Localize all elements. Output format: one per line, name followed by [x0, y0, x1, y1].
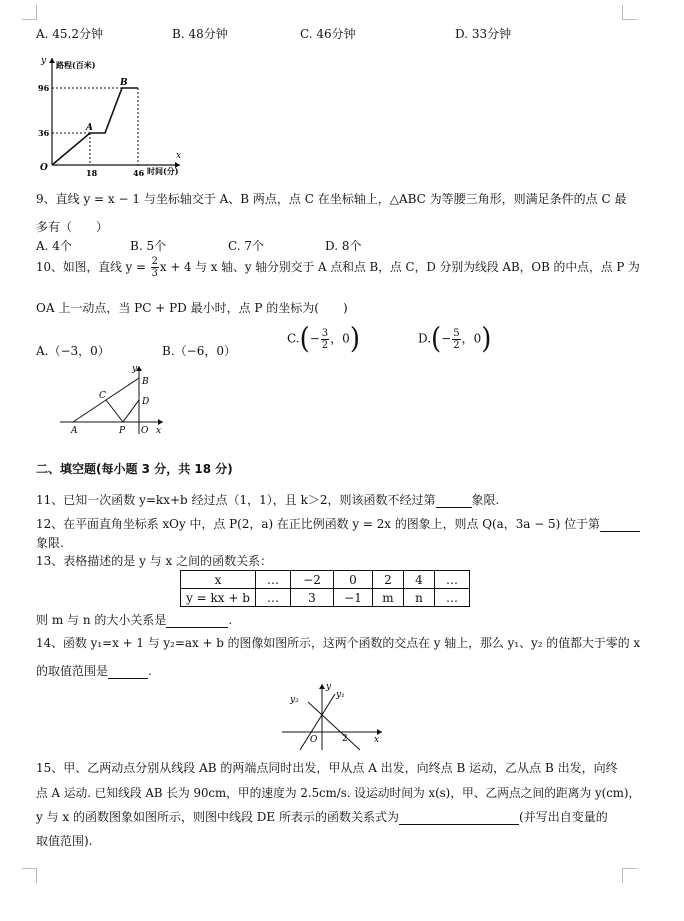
q10-text-pre: 10、如图，直线 y = — [36, 260, 150, 274]
q10-option-c-tail: ，0 — [330, 331, 350, 346]
q10-option-a: A.（−3，0） — [36, 344, 110, 358]
corner-mark-bottom-left — [22, 868, 37, 883]
q10-line2: OA 上一动点，当 PC + PD 最小时，点 P 的坐标为( ) — [36, 301, 348, 315]
graph2-a: A — [71, 426, 78, 436]
graph2-c: C — [99, 391, 106, 401]
table-cell: −2 — [291, 571, 334, 589]
q10-option-d-num: 5 — [453, 327, 460, 339]
graph1-xtick-46: 46 — [133, 168, 145, 178]
graph3-y-arrow — [319, 684, 325, 689]
table-cell: … — [435, 571, 470, 589]
q15-line4: 取值范围). — [36, 834, 93, 848]
q10-option-c: C.(− $\frac{3}{2}$ ，0) — [287, 322, 360, 356]
graph2-o: O — [141, 426, 149, 436]
q10-frac-den: 3 — [151, 268, 158, 279]
q9-option-d: D. 8个 — [325, 239, 362, 253]
q9-option-a: A. 4个 — [36, 239, 72, 253]
corner-mark-bottom-right — [622, 868, 637, 883]
graph2-segment-pd — [123, 400, 139, 422]
q14-line2-wrap: 的取值范围是 . — [36, 664, 152, 678]
q8-option-d: D. 33分钟 — [455, 27, 512, 41]
graph1-path — [52, 88, 138, 165]
distance-time-graph — [30, 50, 200, 180]
q10-slope-fraction — [151, 256, 159, 279]
graph1-y-label: 路程(百米) — [56, 60, 96, 70]
q12-text: 12、在平面直角坐标系 xOy 中，点 P(2，a) 在正比例函数 y = 2x 的图象上，则点 Q(a，3a − 5) 位于第 — [36, 517, 600, 531]
q15-blank[interactable] — [399, 812, 519, 825]
table-cell: 2 — [373, 571, 404, 589]
graph3-y2: y₂ — [290, 695, 299, 705]
graph1-y-arrow — [49, 58, 55, 63]
q14-line1: 14、函数 y₁=x + 1 与 y₂=ax + b 的图像如图所示，这两个函数的交点在 y 轴上，那么 y₁、y₂ 的值都大于零的 x — [36, 636, 641, 650]
q9-line1: 9、直线 y = x − 1 与坐标轴交于 A、B 两点，点 C 在坐标轴上，△ABC 为等腰三角形，则满足条件的点 C 最 — [36, 192, 627, 206]
q11-tail: 象限. — [471, 493, 500, 507]
q9-line2: 多有（ ） — [36, 220, 109, 234]
q12-line2: 象限. — [36, 536, 64, 550]
graph1-ytick-96: 96 — [38, 83, 50, 93]
line-triangle-figure — [55, 362, 170, 437]
graph1-origin: O — [40, 163, 48, 173]
table-cell: n — [404, 589, 435, 607]
corner-mark-top-left — [22, 5, 37, 20]
graph1-x-letter: x — [176, 151, 182, 161]
q10-option-b: B.（−6，0） — [162, 344, 236, 358]
graph3-y: y — [326, 682, 332, 692]
q13-after: 则 m 与 n 的大小关系是 . — [36, 613, 233, 627]
q8-option-b: B. 48分钟 — [172, 27, 228, 41]
graph1-point-b: B — [120, 78, 128, 88]
table-row — [181, 589, 470, 607]
table-row — [181, 571, 470, 589]
q9-option-c: C. 7个 — [228, 239, 265, 253]
q10-option-d-tail: ，0 — [461, 331, 482, 346]
q15-line3-text: y 与 x 的函数图象如图所示，则图中线段 DE 所表示的函数关系式为 — [36, 810, 400, 824]
q14-blank[interactable] — [108, 666, 148, 679]
q13-blank[interactable] — [166, 615, 228, 628]
table-cell: … — [256, 589, 291, 607]
q10-option-d: D.(− $\frac{5}{2}$ ，0) — [418, 322, 492, 356]
q10-option-c-sign: − — [309, 331, 320, 346]
graph3-y1: y₁ — [336, 690, 345, 700]
q10-frac-num: 2 — [151, 256, 158, 267]
graph1-ytick-36: 36 — [38, 128, 50, 138]
q13-function-table — [180, 570, 470, 607]
q15-line1: 15、甲、乙两动点分别从线段 AB 的两端点同时出发，甲从点 A 出发，向终点 B 运动，乙从点 B 出发，向终 — [36, 761, 618, 775]
q10-line1 — [36, 256, 640, 279]
q10-option-d-label: D. — [418, 331, 432, 346]
q13-text: 13、表格描述的是 y 与 x 之间的函数关系： — [36, 554, 273, 568]
graph3-x: x — [374, 735, 380, 745]
graph3-o: O — [310, 735, 318, 745]
graph1-x-label: 时间(分) — [147, 166, 179, 176]
graph2-segment-cp — [106, 400, 123, 422]
q10-option-c-fraction — [321, 328, 329, 351]
table-cell: 3 — [291, 589, 334, 607]
q12-blank[interactable] — [600, 519, 640, 532]
corner-mark-top-right — [622, 5, 637, 20]
two-lines-graph — [280, 680, 390, 752]
q11 — [36, 491, 499, 508]
q15-line2: 点 A 运动. 已知线段 AB 长为 90cm，甲的速度为 2.5cm/s. 设运动时间为 x(s)，甲、乙两点之间的距离为 y(cm)， — [36, 786, 641, 800]
table-cell: x — [181, 571, 256, 589]
graph2-p: P — [119, 426, 126, 436]
q15-line3 — [36, 808, 608, 825]
section2-title: 二、填空题(每小题 3 分，共 18 分) — [36, 462, 233, 476]
q13-after-text: 则 m 与 n 的大小关系是 — [36, 613, 167, 627]
table-cell: 0 — [334, 571, 373, 589]
q11-blank[interactable] — [436, 495, 472, 508]
q9-option-b: B. 5个 — [130, 239, 167, 253]
graph2-d: D — [142, 397, 150, 407]
graph1-y-letter: y — [41, 56, 47, 66]
q10-option-d-sign: − — [441, 331, 452, 346]
q10-text-post: x + 4 与 x 轴、y 轴分别交于 A 点和点 B，点 C，D 分别为线段 AB，OB 的中点，点 P 为 — [159, 260, 640, 274]
q10-option-c-den: 2 — [321, 339, 329, 351]
q10-option-c-num: 3 — [321, 327, 329, 339]
table-cell: … — [256, 571, 291, 589]
q8-option-c: C. 46分钟 — [300, 27, 356, 41]
graph2-y: y — [132, 364, 138, 374]
q12 — [36, 515, 640, 532]
graph2-b: B — [142, 377, 149, 387]
table-cell: 4 — [404, 571, 435, 589]
graph2-x-arrow — [158, 419, 163, 425]
table-cell: m — [373, 589, 404, 607]
q15-line3-tail: (并写出自变量的 — [519, 810, 608, 824]
graph1-xtick-18: 18 — [86, 168, 98, 178]
table-cell: −1 — [334, 589, 373, 607]
q11-text: 11、已知一次函数 y=kx+b 经过点（1，1），且 k＞2，则该函数不经过第 — [36, 493, 436, 507]
graph1-point-a: A — [86, 123, 93, 133]
table-cell: y = kx + b — [181, 589, 256, 607]
graph3-two: 2 — [342, 734, 348, 744]
q10-option-c-label: C. — [287, 331, 300, 346]
q14-line2: 的取值范围是 — [36, 664, 109, 678]
table-cell: … — [435, 589, 470, 607]
q10-option-d-fraction — [452, 328, 460, 351]
graph2-x: x — [156, 426, 162, 436]
q10-option-d-den: 2 — [453, 339, 460, 351]
q8-option-a: A. 45.2分钟 — [36, 27, 104, 41]
